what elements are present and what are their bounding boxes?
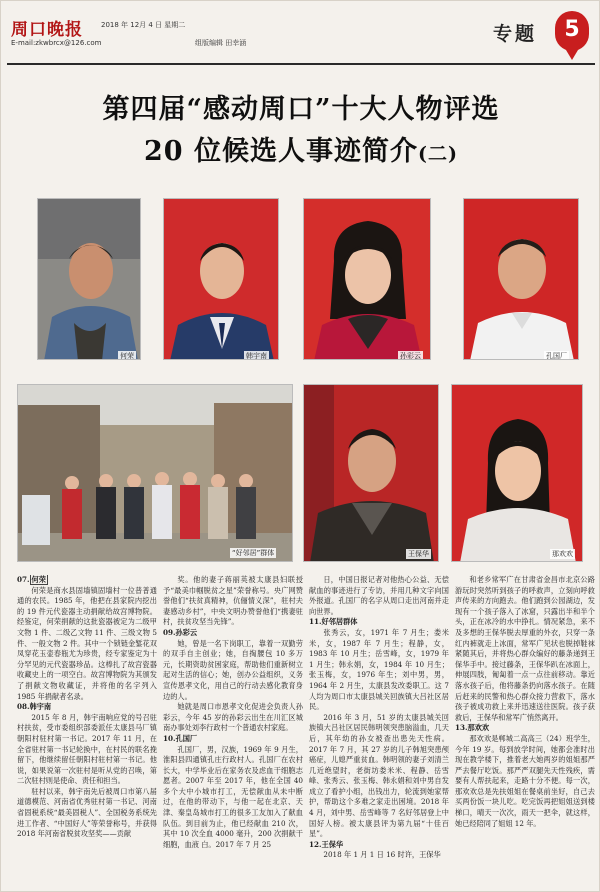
- page-number-badge: 5: [555, 11, 589, 51]
- paragraph: 那欢欢是郸城二高高三（24）班学生，今年 19 岁。每到放学时间，她都会准时出现在教学楼下，推着老大她两岁的姐姐那严严去餐厅吃饭。那严严双腿先天性残疾，需要有人帮扶起来，走路十分不便。每一次，那欢欢总是先扶姐姐在餐桌前坐好，自己去买两份饭一块儿吃。吃完饭再把姐姐送到楼梯口，晴天一次次，雨天一把伞，就这样，她已经陪同了姐姐 12 年。: [455, 733, 595, 828]
- paragraph: 驻村以来，韩宇南先后被周口市第八届道德模范、河南省优秀驻村第一书记、河南省固税系统“最美固税人”、全国税务系统先进工作者、“中国好人”等荣誉称号，并获得 2018 年河南省脱贫攻坚奖——贡献: [17, 786, 157, 839]
- photo-he-rong: [37, 198, 141, 360]
- group-photo-illustration: [18, 385, 293, 562]
- heading-number: 12.: [309, 839, 322, 849]
- photo-caption: 那欢欢: [552, 550, 573, 558]
- paragraph: 她就是周口市恩孝文化促进会负责人孙彩云，今年 45 岁的孙彩云出生在川汇区城南办事处刘李行政村一个普通农村家庭。: [163, 702, 303, 733]
- heading-name: 孔国厂: [175, 733, 198, 743]
- paragraph: 张秀云，女，1971 年 7 月生；娄米米，女，1987 年 7 月生；程静，女，1983 年 10 月生；岳雪峰，女，1979 年 1 月生；韩永娟，女，1984 年 10 月生；张玉梅，女，1976 年生；刘中男，男，1964 年 2 月生，太康县发改委职工。这 7 人均为周口市太康县城关回族镇大吕社区居民。: [309, 627, 449, 712]
- photo-wang-baohua: [303, 384, 439, 562]
- photo-na-huanhuan: [451, 384, 583, 562]
- section-label: 专题: [493, 23, 538, 45]
- text-column-2: [163, 575, 303, 887]
- masthead: [7, 5, 595, 61]
- photo-han-yunan: [163, 198, 279, 360]
- portrait-figure-icon: [38, 199, 141, 360]
- paragraph: 2018 年 1 月 1 日 16 时许，王保华: [323, 850, 441, 860]
- headline-main: 20 位候选人事迹简介: [144, 136, 418, 167]
- heading-name: 韩宇南: [29, 702, 52, 712]
- photo-sun-caiyun: [303, 198, 431, 360]
- photo-caption: 何荣: [120, 352, 134, 360]
- paragraph: 日，中国日报记者对他热心公益、无偿献血的事迹进行了专访，并用几种文字向国外报道。孔国厂的名字从周口走出河南并走向世界。: [309, 575, 449, 616]
- headline-suffix: (二): [418, 143, 458, 165]
- text-column-3: [309, 575, 449, 887]
- photo-caption: 孔国厂: [546, 352, 567, 360]
- heading-number: 10.: [163, 733, 176, 743]
- heading-number: 08.: [17, 702, 30, 712]
- photo-kong-guochang: [463, 198, 579, 360]
- heading-name: 好邻居群体: [321, 617, 358, 627]
- paragraph: 奖。他的妻子蒋丽英被太康县妇联授予“最美巾帼脱贫之星”荣誉称号。央广网赞誉他们“扶贫真精神，伉俪情义深”，驻村夫妻感动乡村”，中央文明办赞誉他们“携妻驻村，扶贫攻坚当先锋”。: [163, 575, 303, 627]
- email-line: E-mail:zkwbrcx@126.com: [11, 39, 102, 47]
- section-heading: [309, 617, 449, 628]
- section-heading: [309, 840, 449, 851]
- headline-line-2: [1, 129, 600, 168]
- text-column-1: [17, 575, 157, 887]
- headline-line-1: 第四届“感动周口”十大人物评选: [102, 94, 500, 125]
- heading-name: 孙彩云: [175, 627, 198, 637]
- portrait-figure-icon: [464, 199, 579, 360]
- heading-number: 09.: [163, 627, 176, 637]
- newspaper-logo: 周口晚报: [11, 20, 83, 40]
- heading-name: 何荣: [31, 575, 46, 584]
- portrait-figure-icon: [452, 385, 583, 562]
- heading-number: 13.: [455, 723, 468, 733]
- portrait-figure-icon: [304, 385, 439, 562]
- photo-good-neighbors: [17, 384, 293, 562]
- paragraph: 何荣是商水县固墙镇固墙村一位普普通通的农民。1985 年，他把在县家院内挖出的 19 件元代瓷器主动捐献给故宫博物院。经鉴定，何荣捐献的这批瓷器被定为二级甲文物 1 件、二级乙文物 11 件、三级文物 5 件、一般文物 2 件。其中一个锁链金錾花双凤穿花玉壶春瓶尤为珍贵，经专家鉴定为十分罕见的元代瓷器珍品。这棒扎了故宫瓷器收藏史上的一项空白。故宫博物院为其颁发了捐献文物收藏证，并将他的名字列入 1985 年捐献者名录。: [17, 585, 157, 701]
- section-heading: [163, 734, 303, 745]
- photo-caption: 韩宇南: [246, 352, 267, 360]
- paragraph: 她，曾是一名下岗职工，靠着一双勤劳的双手自主创业；她，自掏腰包 10 多万元，长期资助贫困家庭，帮助他们重新树立起对生活的信心；她，创办公益组织，义务宣传恩孝文化，用自己的行动去感化教育身边的人。: [163, 638, 303, 701]
- paragraph: 2016 年 3 月，51 岁的太康县城关回族镇大吕社区居民韩明领突患脑溢血，几天后，其年幼的孙女被查出患先天性病。2017 年 7 月，其 27 岁的儿子韩旭突患颅癌症，儿媳严重贫血。韩明领的妻子刘清兰几近绝望时，老街坊娄米米、程静、岳雪峰、张秀云、张玉梅、韩永娟和刘中男自发成立了看护小组，出钱出力，轮流到她家帮护，帮助这个多难之家走出困境。2018 年 4 月，刘中男、岳雪峰等 7 名好邻居登上中国好人榜。被太康县评为第九届“十佳百星”。: [309, 712, 449, 839]
- paragraph: 2015 年 8 月，韩宇南响应党的号召驻村扶贫，受市委组织部委派任太康县马厂镇朝阳村驻村第一书记。2017 年 11 月，在全省驻村第一书记轮换中，在村民的联名挽留下，他继续留任朝阳村驻村第一书记。他说，如果说第一次驻村是听从党的召唤，第二次驻村则是使命、责任和担当。: [17, 712, 157, 786]
- heading-number: 07.: [17, 575, 30, 584]
- photo-caption: 王保华: [408, 550, 429, 558]
- section-heading: [455, 723, 595, 734]
- header-rule: [7, 63, 595, 65]
- paragraph: 和老乡常军广在甘肃省金昌市北京公路游玩时突然听到孩子的呼救声，立刻向呼救声传来的方向跑去。他们跑到公园湖边，发现有一个孩子落入了冰窟，只露出半和半个头，正在冰冷的水中挣扎。情况紧急，来不及多想的王保华脱去厚重的外衣，只穿一条红内裤就走上冰面，常军广见状也脱掉鞋袜紧随其后，并将热心群众编好的藤条递到王保华手中。接过藤条，王保华趴在冰面上，伸展四肢，匍匐着一点一点往前移动。靠近落水孩子后，他将藤条扔向落水孩子。在随后赶来的民警和热心群众接力营救下，落水孩子被成功救上来并迅速送往医院。孩子获救后，王保华和常军广悄然离开。: [455, 575, 595, 722]
- heading-name: 王保华: [321, 839, 344, 849]
- date-line: 2018 年 12月 4 日 星期二: [101, 21, 186, 29]
- text-column-4: [455, 575, 595, 887]
- heading-number: 11.: [309, 617, 322, 627]
- photo-caption: 孙彩云: [400, 352, 421, 360]
- editor-line: 组版编辑 田幸涵: [195, 39, 247, 47]
- section-heading: [163, 628, 303, 639]
- paragraph: 孔国厂，男，汉族，1969 年 9 月生，淮阳县四通镇孔庄行政村人。孔国厂在农村长大，中学毕业后在家务农及虑血干细胞志愿者。2007 年至 2017 年，他在全国 40 多个大中小城市打工，无偿献血从未中断过，在他的带动下，与他一起在北京、天津、秦皇岛城市打工的很多工友加入了献血队伍。到目前为止，他已经献血 210 次，其中 10 次全血 4000 毫升，200 次捐献干细胞，血液 白。2017 年 7 月 25: [163, 744, 303, 849]
- section-heading: [17, 702, 157, 713]
- portrait-figure-icon: [164, 199, 279, 360]
- section-heading: [17, 575, 157, 586]
- photo-caption: “好邻居”群体: [232, 549, 275, 557]
- portrait-figure-icon: [304, 199, 431, 360]
- heading-name: 那欢欢: [467, 723, 490, 733]
